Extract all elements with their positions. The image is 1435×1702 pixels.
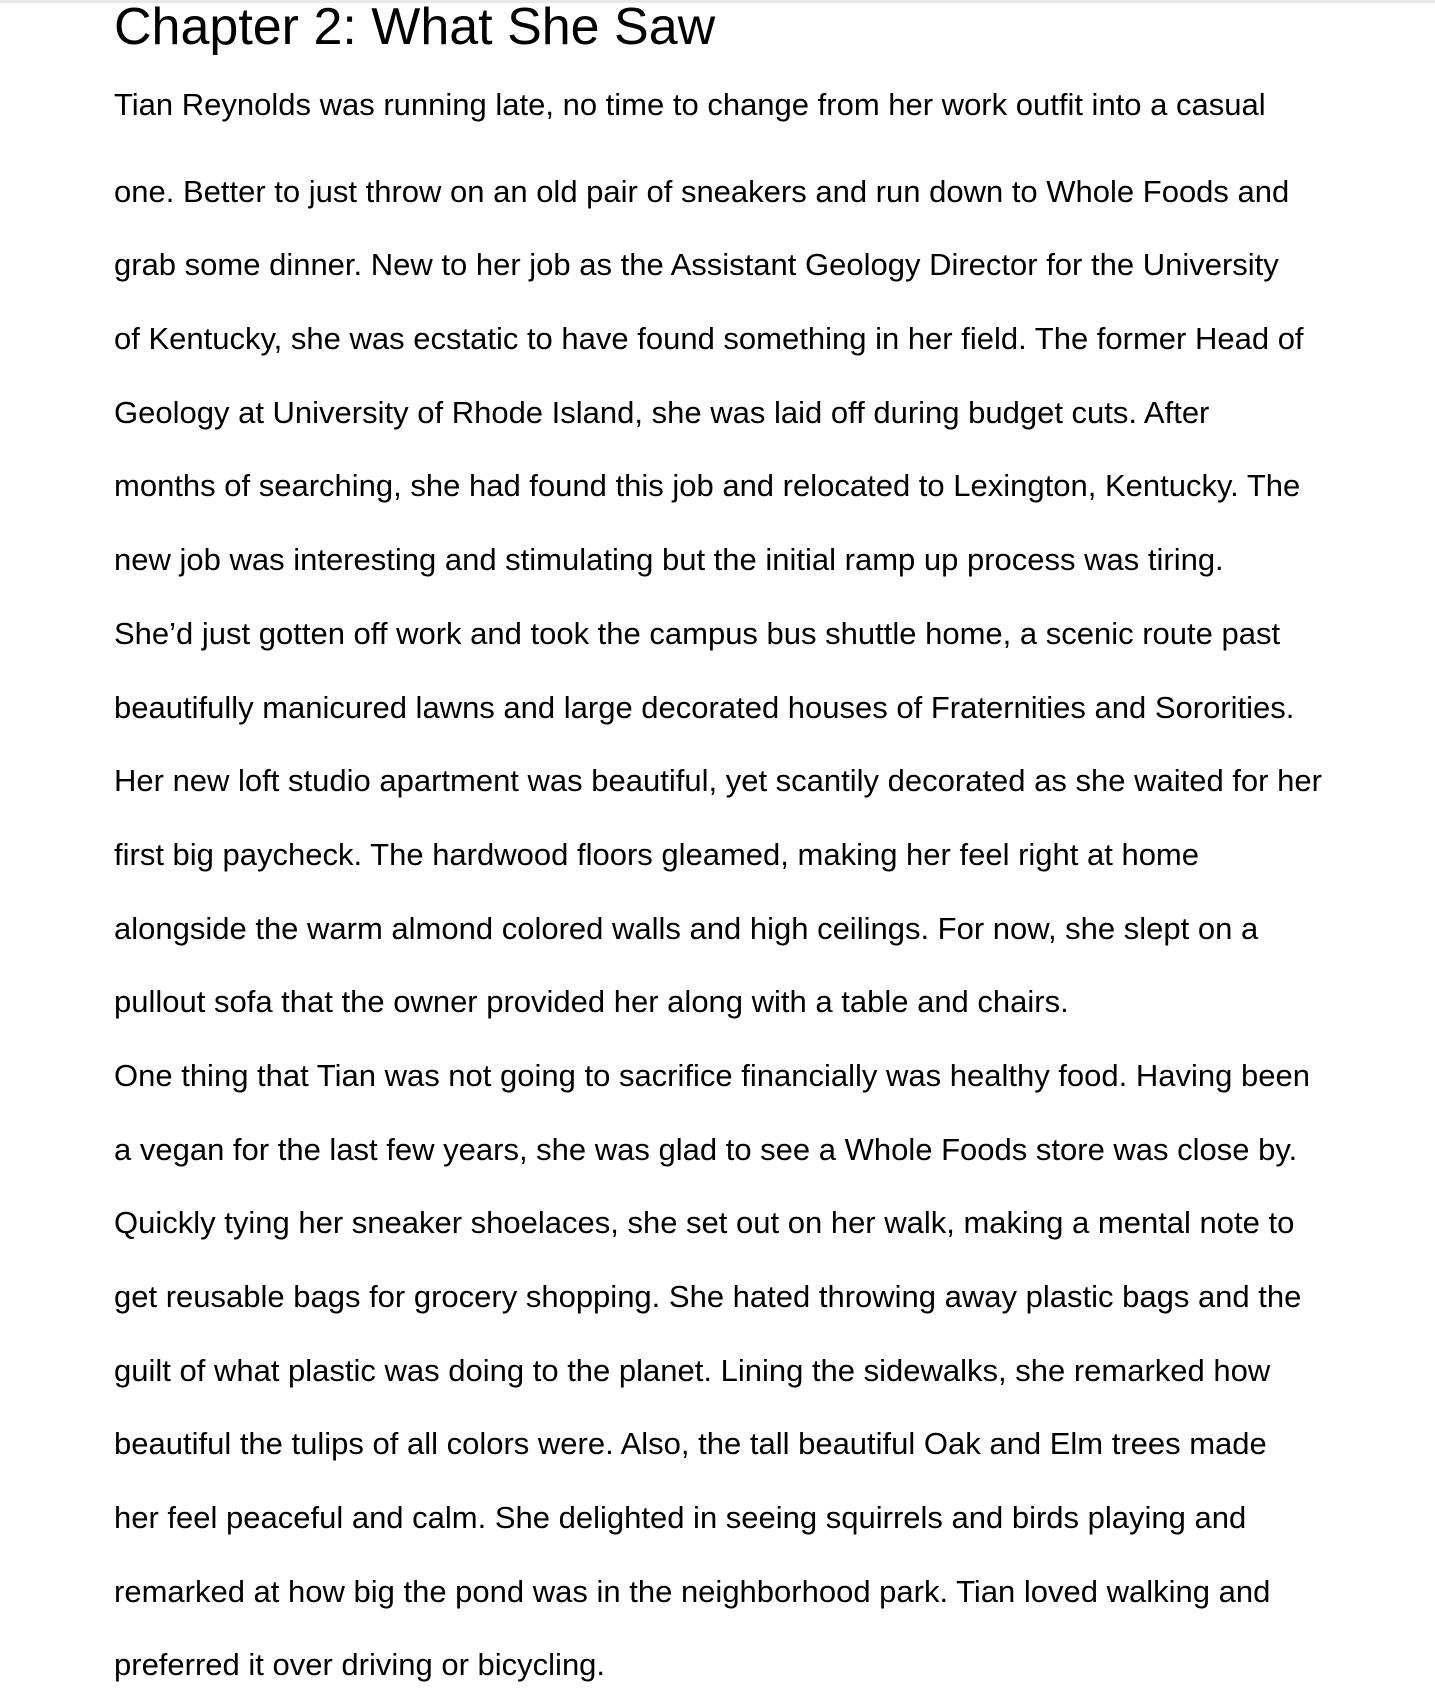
text-line: months of searching, she had found this job and relocated to Lexington, Kentucky. The <box>114 468 1301 504</box>
text-line: a vegan for the last few years, she was glad to see a Whole Foods store was close by. <box>114 1131 1298 1167</box>
text-line: Her new loft studio apartment was beautiful, yet scantily decorated as she waited for her <box>114 763 1322 799</box>
text-line: Geology at University of Rhode Island, she was laid off during budget cuts. After <box>114 394 1210 430</box>
text-line: pullout sofa that the owner provided her along with a table and chairs. <box>114 984 1069 1020</box>
text-line: Tian Reynolds was running late, no time to change from her work outfit into a casual <box>114 87 1266 122</box>
text-line: One thing that Tian was not going to sacrifice financially was healthy food. Having been <box>114 1057 1310 1093</box>
text-line: beautifully manicured lawns and large decorated houses of Fraternities and Sororities. <box>114 689 1295 725</box>
chapter-title: Chapter 2: What She Saw <box>114 0 716 56</box>
text-line: She’d just gotten off work and took the campus bus shuttle home, a scenic route past <box>114 615 1281 651</box>
text-line: of Kentucky, she was ecstatic to have found something in her field. The former Head of <box>114 321 1304 357</box>
text-line: Quickly tying her sneaker shoelaces, she set out on her walk, making a mental note to <box>114 1205 1295 1241</box>
text-line: grab some dinner. New to her job as the Assistant Geology Director for the University <box>114 247 1279 283</box>
text-line: new job was interesting and stimulating but the initial ramp up process was tiring. <box>114 542 1224 578</box>
text-line: her feel peaceful and calm. She delighted in seeing squirrels and birds playing and <box>114 1500 1247 1536</box>
document-page <box>114 0 1414 1702</box>
text-line: first big paycheck. The hardwood floors gleamed, making her feel right at home <box>114 836 1199 872</box>
text-line: one. Better to just throw on an old pair of sneakers and run down to Whole Foods and <box>114 173 1290 209</box>
text-line: remarked at how big the pond was in the neighborhood park. Tian loved walking and <box>114 1573 1271 1609</box>
text-line: guilt of what plastic was doing to the planet. Lining the sidewalks, she remarked how <box>114 1352 1271 1388</box>
text-line: beautiful the tulips of all colors were. Also, the tall beautiful Oak and Elm trees made <box>114 1426 1267 1462</box>
text-line: get reusable bags for grocery shopping. She hated throwing away plastic bags and the <box>114 1279 1302 1314</box>
text-line: alongside the warm almond colored walls and high ceilings. For now, she slept on a <box>114 910 1259 946</box>
chapter-body <box>114 81 1414 1702</box>
text-line: preferred it over driving or bicycling. <box>114 1647 606 1683</box>
